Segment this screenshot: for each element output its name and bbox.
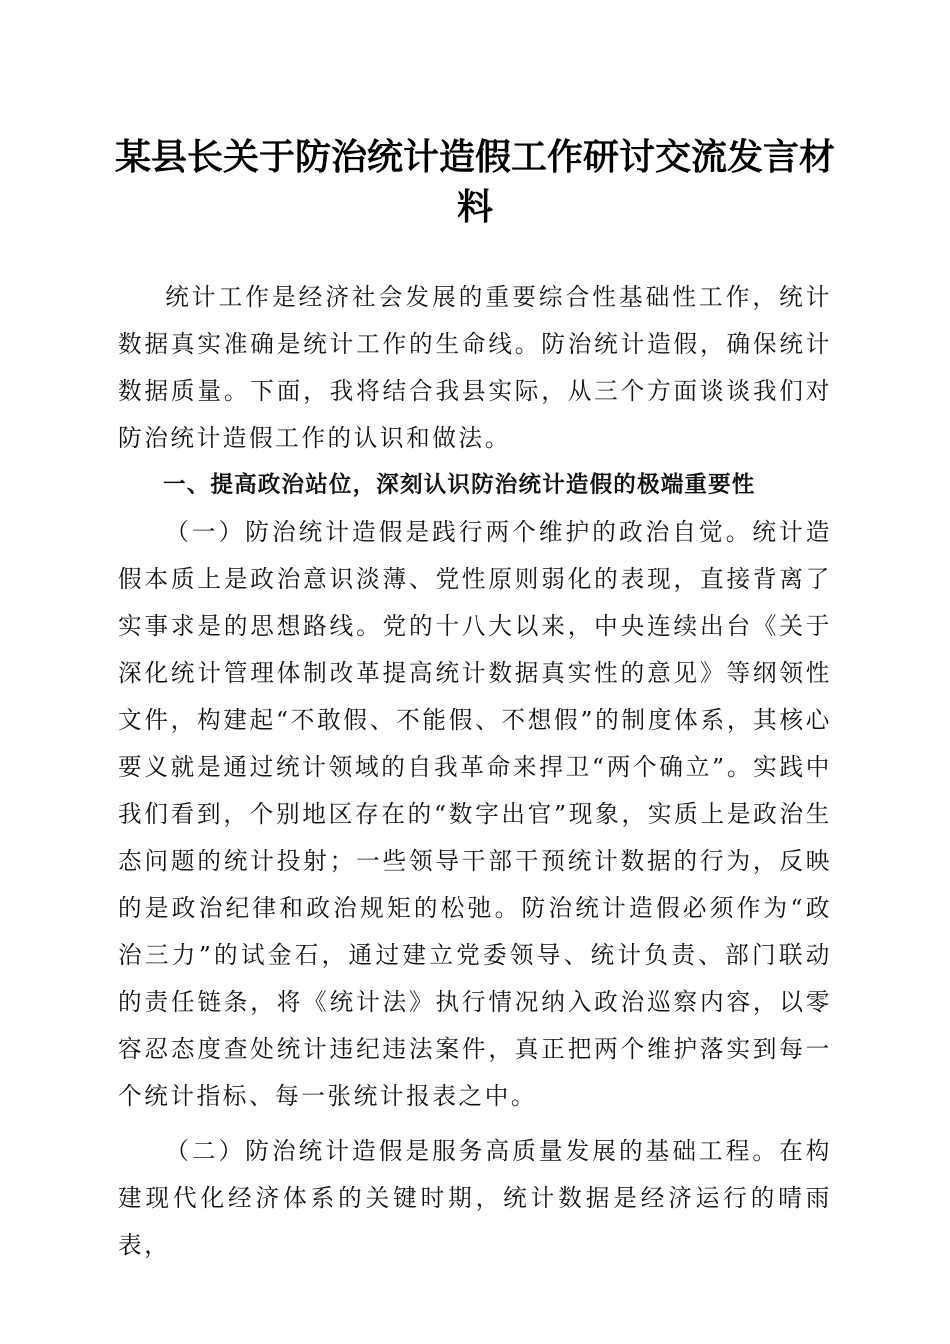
point-2-body: 在构建现代化经济体系的关键时期，统计数据是经济运行的晴雨表， bbox=[118, 1137, 832, 1259]
intro-paragraph: 统计工作是经济社会发展的重要综合性基础性工作，统计数据真实准确是统计工作的生命线。防治统计造假，确保统计数据质量。下面，我将结合我县实际，从三个方面谈谈我们对防治统计造假工作的认识和做法。 bbox=[118, 283, 832, 452]
point-2-lead: （二）防治统计造假是服务高质量发展的基础工程。 bbox=[165, 1137, 780, 1165]
point-paragraph-2 bbox=[118, 1128, 832, 1269]
point-1-body: 统计造假本质上是政治意识淡薄、党性原则弱化的表现，直接背离了实事求是的思想路线。党的十八大以来，中央连续出台《关于深化统计管理体制改革提高统计数据真实性的意见》等纲领性文件，构建起“不敢假、不能假、不想假”的制度体系，其核心要义就是通过统计领域的自我革命来捍卫“两个确立”。实践中我们看到，个别地区存在的“数字出官”现象，实质上是政治生态问题的统计投射；一些领导干部干预统计数据的行为，反映的是政治纪律和政治规矩的松弛。防治统计造假必须作为“政治三力”的试金石，通过建立党委领导、统计负责、部门联动的责任链条，将《统计法》执行情况纳入政治巡察内容，以零容忍态度查处统计违纪违法案件，真正把两个维护落实到每一个统计指标、每一张统计报表之中。 bbox=[118, 518, 832, 1110]
point-paragraph-1 bbox=[118, 509, 832, 1120]
document-body bbox=[118, 274, 832, 1269]
section-heading: 一、提高政治站位，深刻认识防治统计造假的极端重要性 bbox=[163, 472, 756, 498]
document-title: 某县长关于防治统计造假工作研讨交流发言材料 bbox=[114, 136, 835, 228]
point-1-lead: （一）防治统计造假是践行两个维护的政治自觉。 bbox=[165, 518, 753, 546]
